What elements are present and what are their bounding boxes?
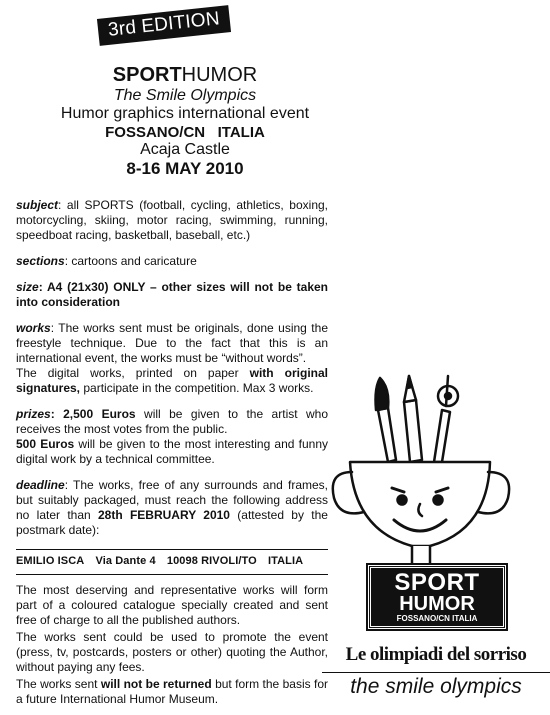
event-venue: Acaja Castle bbox=[140, 141, 230, 159]
sporthumor-logo: SPORT HUMOR FOSSANO/CN ITALIA bbox=[368, 565, 506, 629]
deadline-paragraph: deadline: The works, free of any surrounds and frames, but suitably packaged, must reach the following address no later than 28th FEBRUARY 2010 (attested by the postmark date): bbox=[16, 478, 328, 537]
size-paragraph: size: A4 (21x30) ONLY – other sizes will not be taken into consideration bbox=[16, 280, 328, 309]
sections-paragraph: sections: cartoons and caricature bbox=[16, 254, 197, 268]
event-dates: 8-16 MAY 2010 bbox=[126, 159, 244, 179]
return-paragraph: The works sent will not be returned but form the basis for a future International Humor Museum. bbox=[16, 676, 328, 706]
event-title: SPORTHUMOR bbox=[112, 64, 258, 86]
promotion-paragraph: The works sent could be used to promote the event (press, tv, postcards, posters or other) quoting the Author, without paying any fees. bbox=[16, 629, 328, 674]
address-city: 10098 RIVOLI/TO bbox=[166, 555, 257, 567]
event-header bbox=[0, 64, 370, 179]
catalogue-paragraph: The most deserving and representative works will form part of a coloured catalogue specially created and sent free of charge to all the published authors. bbox=[16, 582, 328, 627]
event-subtitle: The Smile Olympics bbox=[113, 87, 257, 104]
address-name: EMILIO ISCA bbox=[16, 555, 85, 567]
event-description: Humor graphics international event bbox=[60, 105, 310, 123]
mailing-address bbox=[16, 549, 328, 575]
works-paragraph: works: The works sent must be originals, done using the freestyle technique. Due to the fact that this is an international event, the works must be “without words”. The digital works, printed on paper with original signatures, participate in the competition. Max 3 works. bbox=[16, 321, 329, 395]
pen-icon bbox=[434, 376, 458, 462]
subject-paragraph: subject: all SPORTS (football, cycling, athletics, boxing, motorcycling, skiing, motor racing, swimming, running, speedboat racing, basketball, baseball, etc.) bbox=[16, 198, 328, 242]
address-street: Via Dante 4 bbox=[95, 555, 156, 567]
address-country: ITALIA bbox=[267, 555, 304, 567]
prizes-paragraph: prizes: 2,500 Euros will be given to the artist who receives the most votes from the public. 500 Euros will be given to the most interesting and funny digital work by a technical committee. bbox=[16, 407, 329, 466]
english-tagline: the smile olympics bbox=[322, 672, 550, 699]
trophy-illustration bbox=[330, 370, 540, 585]
event-location: FOSSANO/CN ITALIA bbox=[105, 123, 265, 141]
closing-notes bbox=[16, 583, 328, 707]
brush-icon bbox=[376, 378, 397, 462]
italian-tagline: Le olimpiadi del sorriso bbox=[345, 644, 527, 665]
edition-badge: 3rd EDITION bbox=[97, 5, 231, 46]
rules-text bbox=[16, 198, 328, 709]
pencil-icon bbox=[404, 376, 422, 462]
